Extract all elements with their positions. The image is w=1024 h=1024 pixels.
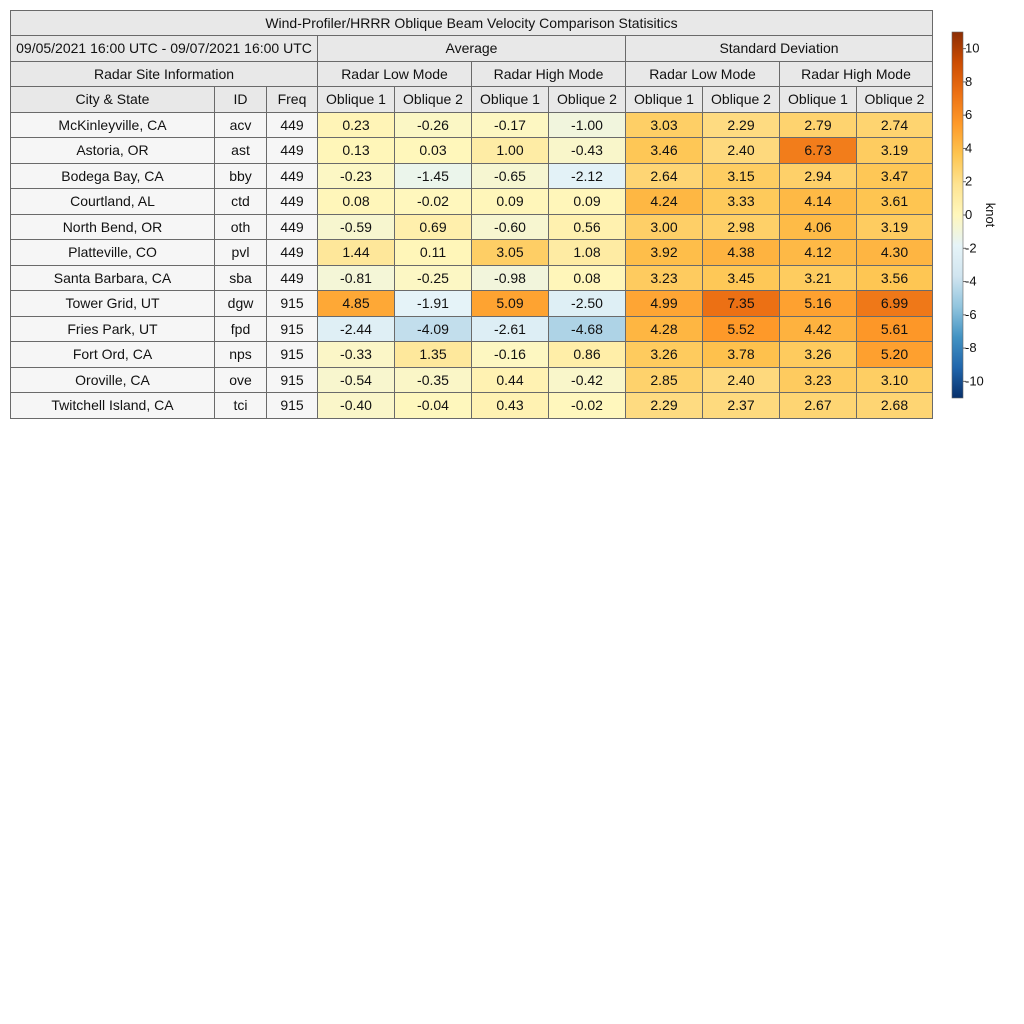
beam-header: Oblique 2 (395, 87, 472, 113)
average-value-cell: 0.13 (318, 138, 395, 164)
stddev-value-cell: 2.94 (780, 163, 857, 189)
stddev-value-cell: 3.19 (857, 138, 933, 164)
average-value-cell: -1.00 (549, 112, 626, 138)
average-value-cell: -0.26 (395, 112, 472, 138)
site-freq-cell: 915 (267, 367, 318, 393)
beam-header: Oblique 1 (472, 87, 549, 113)
stddev-value-cell: 2.98 (703, 214, 780, 240)
beam-header: Oblique 1 (318, 87, 395, 113)
stddev-value-cell: 3.61 (857, 189, 933, 215)
stddev-value-cell: 2.79 (780, 112, 857, 138)
average-value-cell: -0.35 (395, 367, 472, 393)
average-value-cell: -1.91 (395, 291, 472, 317)
site-city-cell: Twitchell Island, CA (11, 393, 215, 419)
average-value-cell: 0.09 (472, 189, 549, 215)
colorbar-tick-label: 10 (965, 40, 980, 56)
colorbar-tick-label: -8 (965, 340, 977, 356)
stddev-value-cell: 4.30 (857, 240, 933, 266)
table-row (11, 393, 933, 419)
table-row (11, 112, 933, 138)
stddev-value-cell: 3.56 (857, 265, 933, 291)
average-value-cell: -0.25 (395, 265, 472, 291)
stddev-value-cell: 4.28 (626, 316, 703, 342)
site-city-cell: Tower Grid, UT (11, 291, 215, 317)
std-high-mode-header: Radar High Mode (780, 61, 933, 87)
average-value-cell: 0.11 (395, 240, 472, 266)
stddev-value-cell: 2.68 (857, 393, 933, 419)
stddev-value-cell: 2.37 (703, 393, 780, 419)
stddev-value-cell: 3.78 (703, 342, 780, 368)
stddev-value-cell: 4.14 (780, 189, 857, 215)
site-freq-cell: 449 (267, 240, 318, 266)
colorbar-tick-label: 0 (965, 207, 973, 222)
stddev-value-cell: 5.20 (857, 342, 933, 368)
stddev-value-cell: 3.26 (626, 342, 703, 368)
site-id-cell: ove (215, 367, 267, 393)
average-value-cell: -0.54 (318, 367, 395, 393)
average-value-cell: 1.00 (472, 138, 549, 164)
stddev-value-cell: 4.38 (703, 240, 780, 266)
stddev-group-header: Standard Deviation (626, 36, 933, 62)
average-value-cell: 0.09 (549, 189, 626, 215)
site-id-cell: dgw (215, 291, 267, 317)
site-freq-cell: 449 (267, 265, 318, 291)
site-info-header: Radar Site Information (11, 61, 318, 87)
stddev-value-cell: 3.26 (780, 342, 857, 368)
colorbar-tick-label: -2 (965, 240, 977, 256)
colorbar-tick-label: -6 (965, 306, 977, 322)
stddev-value-cell: 4.24 (626, 189, 703, 215)
average-value-cell: -0.23 (318, 163, 395, 189)
average-group-header: Average (318, 36, 626, 62)
average-value-cell: 3.05 (472, 240, 549, 266)
stddev-value-cell: 5.61 (857, 316, 933, 342)
beam-header: Oblique 2 (549, 87, 626, 113)
site-freq-cell: 449 (267, 112, 318, 138)
average-value-cell: -4.09 (395, 316, 472, 342)
average-value-cell: 0.08 (318, 189, 395, 215)
site-city-cell: Astoria, OR (11, 138, 215, 164)
stddev-value-cell: 2.29 (626, 393, 703, 419)
colorbar (950, 30, 1020, 410)
average-value-cell: -4.68 (549, 316, 626, 342)
site-freq-cell: 449 (267, 138, 318, 164)
site-id-cell: sba (215, 265, 267, 291)
stddev-value-cell: 3.23 (626, 265, 703, 291)
stddev-value-cell: 2.64 (626, 163, 703, 189)
site-id-cell: bby (215, 163, 267, 189)
site-freq-cell: 915 (267, 291, 318, 317)
average-value-cell: -1.45 (395, 163, 472, 189)
stddev-value-cell: 4.99 (626, 291, 703, 317)
avg-low-mode-header: Radar Low Mode (318, 61, 472, 87)
stddev-value-cell: 5.52 (703, 316, 780, 342)
average-value-cell: -2.50 (549, 291, 626, 317)
site-city-cell: Fort Ord, CA (11, 342, 215, 368)
average-value-cell: -0.40 (318, 393, 395, 419)
stddev-value-cell: 4.42 (780, 316, 857, 342)
table-row (11, 240, 933, 266)
site-city-cell: North Bend, OR (11, 214, 215, 240)
average-value-cell: 0.86 (549, 342, 626, 368)
stddev-value-cell: 2.29 (703, 112, 780, 138)
stddev-value-cell: 3.92 (626, 240, 703, 266)
colorbar-label: knot (983, 202, 998, 228)
stddev-value-cell: 2.67 (780, 393, 857, 419)
stddev-value-cell: 4.06 (780, 214, 857, 240)
stddev-value-cell: 3.21 (780, 265, 857, 291)
stddev-value-cell: 2.40 (703, 138, 780, 164)
stddev-value-cell: 3.23 (780, 367, 857, 393)
average-value-cell: 0.08 (549, 265, 626, 291)
colorbar-tick-label: 2 (965, 173, 973, 189)
table-title: Wind-Profiler/HRRR Oblique Beam Velocity Comparison Statisitics (11, 11, 933, 36)
average-value-cell: -2.12 (549, 163, 626, 189)
average-value-cell: -0.42 (549, 367, 626, 393)
avg-high-mode-header: Radar High Mode (472, 61, 626, 87)
average-value-cell: 0.56 (549, 214, 626, 240)
average-value-cell: -0.02 (549, 393, 626, 419)
colorbar-tick-label: 4 (965, 140, 973, 156)
colorbar-gradient (952, 32, 963, 398)
average-value-cell: 0.23 (318, 112, 395, 138)
site-freq-cell: 915 (267, 342, 318, 368)
colorbar-tick-label: -4 (965, 273, 977, 289)
colorbar-tick-label: 6 (965, 107, 973, 123)
colorbar-tick-label: 8 (965, 73, 973, 89)
average-value-cell: -0.33 (318, 342, 395, 368)
stddev-value-cell: 5.16 (780, 291, 857, 317)
beam-header: Oblique 1 (780, 87, 857, 113)
site-id-cell: nps (215, 342, 267, 368)
site-city-cell: Fries Park, UT (11, 316, 215, 342)
average-value-cell: 0.44 (472, 367, 549, 393)
average-value-cell: -0.43 (549, 138, 626, 164)
site-city-cell: Oroville, CA (11, 367, 215, 393)
site-id-cell: tci (215, 393, 267, 419)
stddev-value-cell: 2.74 (857, 112, 933, 138)
beam-header: Oblique 2 (703, 87, 780, 113)
period-label: 09/05/2021 16:00 UTC - 09/07/2021 16:00 UTC (11, 36, 318, 62)
average-value-cell: -0.17 (472, 112, 549, 138)
site-freq-cell: 915 (267, 393, 318, 419)
table-row (11, 265, 933, 291)
average-value-cell: -0.16 (472, 342, 549, 368)
city-column-header: City & State (11, 87, 215, 113)
stddev-value-cell: 3.45 (703, 265, 780, 291)
site-id-cell: oth (215, 214, 267, 240)
site-freq-cell: 915 (267, 316, 318, 342)
stddev-value-cell: 3.03 (626, 112, 703, 138)
stddev-value-cell: 2.40 (703, 367, 780, 393)
average-value-cell: -0.04 (395, 393, 472, 419)
site-id-cell: fpd (215, 316, 267, 342)
table-row (11, 214, 933, 240)
site-city-cell: McKinleyville, CA (11, 112, 215, 138)
average-value-cell: -0.02 (395, 189, 472, 215)
average-value-cell: 0.69 (395, 214, 472, 240)
average-value-cell: 1.35 (395, 342, 472, 368)
stddev-value-cell: 3.10 (857, 367, 933, 393)
average-value-cell: 0.03 (395, 138, 472, 164)
table-row (11, 291, 933, 317)
stddev-value-cell: 3.47 (857, 163, 933, 189)
average-value-cell: -0.60 (472, 214, 549, 240)
site-freq-cell: 449 (267, 189, 318, 215)
average-value-cell: -0.98 (472, 265, 549, 291)
average-value-cell: -2.44 (318, 316, 395, 342)
stddev-value-cell: 2.85 (626, 367, 703, 393)
stddev-value-cell: 3.19 (857, 214, 933, 240)
site-id-cell: pvl (215, 240, 267, 266)
stddev-value-cell: 3.15 (703, 163, 780, 189)
average-value-cell: 4.85 (318, 291, 395, 317)
table-row (11, 367, 933, 393)
freq-column-header: Freq (267, 87, 318, 113)
average-value-cell: 5.09 (472, 291, 549, 317)
table-row (11, 138, 933, 164)
average-value-cell: -0.65 (472, 163, 549, 189)
average-value-cell: 0.43 (472, 393, 549, 419)
average-value-cell: -0.59 (318, 214, 395, 240)
site-freq-cell: 449 (267, 163, 318, 189)
stddev-value-cell: 7.35 (703, 291, 780, 317)
stats-table (10, 10, 933, 419)
stddev-value-cell: 6.99 (857, 291, 933, 317)
stddev-value-cell: 3.00 (626, 214, 703, 240)
table-row (11, 316, 933, 342)
stddev-value-cell: 3.46 (626, 138, 703, 164)
average-value-cell: -2.61 (472, 316, 549, 342)
table-row (11, 342, 933, 368)
average-value-cell: -0.81 (318, 265, 395, 291)
site-id-cell: acv (215, 112, 267, 138)
table-row (11, 163, 933, 189)
site-freq-cell: 449 (267, 214, 318, 240)
table-row (11, 189, 933, 215)
average-value-cell: 1.08 (549, 240, 626, 266)
average-value-cell: 1.44 (318, 240, 395, 266)
site-city-cell: Santa Barbara, CA (11, 265, 215, 291)
site-id-cell: ctd (215, 189, 267, 215)
stddev-value-cell: 4.12 (780, 240, 857, 266)
site-city-cell: Bodega Bay, CA (11, 163, 215, 189)
stddev-value-cell: 3.33 (703, 189, 780, 215)
beam-header: Oblique 2 (857, 87, 933, 113)
site-city-cell: Courtland, AL (11, 189, 215, 215)
site-id-cell: ast (215, 138, 267, 164)
beam-header: Oblique 1 (626, 87, 703, 113)
std-low-mode-header: Radar Low Mode (626, 61, 780, 87)
id-column-header: ID (215, 87, 267, 113)
stddev-value-cell: 6.73 (780, 138, 857, 164)
site-city-cell: Platteville, CO (11, 240, 215, 266)
colorbar-tick-label: -10 (965, 373, 984, 389)
